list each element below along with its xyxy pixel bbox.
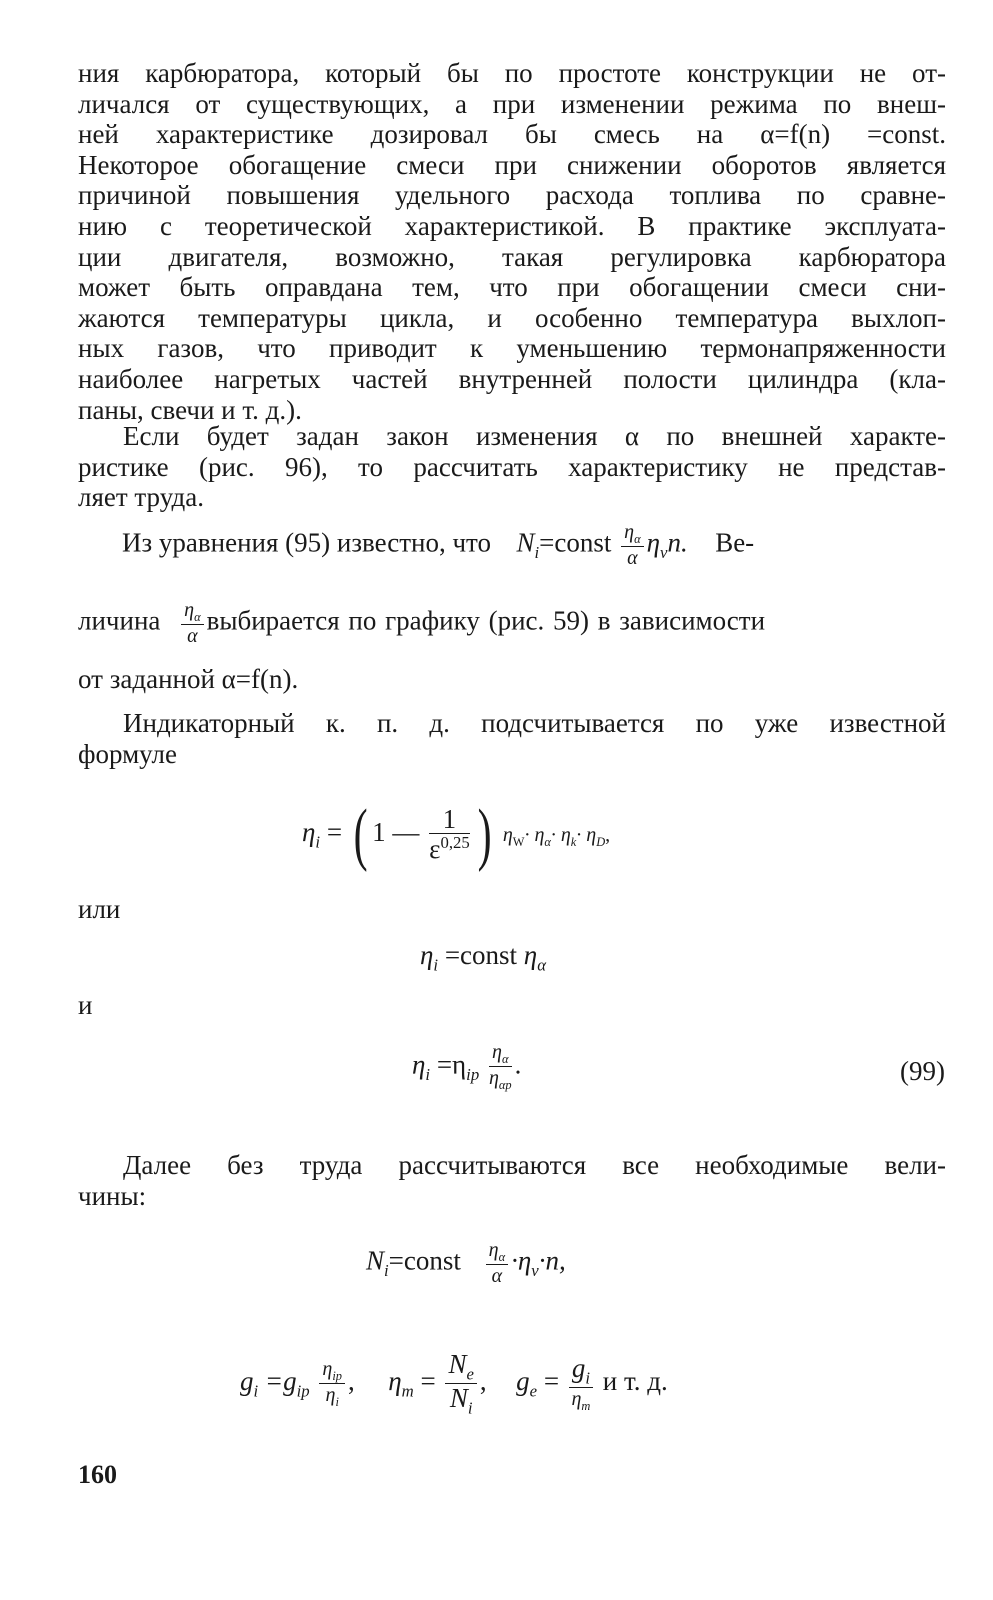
formula4-fraction: $\frac{\eta_\alpha}{\alpha}$	[486, 1240, 508, 1287]
word-and: и	[78, 990, 93, 1020]
equation-number: (99)	[900, 1056, 945, 1086]
text-line: ния карбюратора, который бы по простоте конструкции не от-	[78, 58, 946, 88]
text-line: жаются температуры цикла, и особенно температура выхлоп-	[78, 302, 946, 333]
eq95-text-start: Из уравнения (95) известно, что	[122, 527, 491, 558]
right-paren: )	[477, 796, 492, 873]
paragraph-carburetor	[78, 58, 946, 425]
formula-eta-i-const: $\eta_i$ =const $\eta_\alpha$	[420, 940, 546, 975]
formula5-fraction1: $\frac{\eta_{ip}}{\eta_i}$	[319, 1359, 345, 1410]
text-line: Индикаторный к. п. д. подсчитывается по уже известной	[123, 708, 946, 738]
paragraph-indicator-efficiency	[78, 708, 946, 769]
eq95-line2-end: выбирается по графику (рис. 59) в зависимости	[206, 605, 766, 636]
text-line: ции двигателя, возможно, такая регулировка карбюратора	[78, 241, 946, 272]
eq95-N: N	[516, 527, 535, 558]
text-line: причиной повышения удельного расхода топлива по сравне-	[78, 180, 946, 211]
eq95-line2-start: личина	[78, 605, 161, 636]
eq95-line2	[78, 600, 946, 647]
paragraph-alpha-law	[78, 421, 946, 513]
left-paren: (	[353, 796, 368, 873]
formula-Ni: $N_i=const$ $\frac{\eta_\alpha}{\alpha}$ $\cdot\eta_v\cdot n$,	[366, 1239, 566, 1288]
eq95-line2-fraction: $\frac{\eta_\alpha}{\alpha}$	[181, 600, 203, 647]
text-line: чины:	[78, 1180, 147, 1211]
formula1-fraction: $\frac{1}{\varepsilon^{0,25}}$	[429, 803, 470, 865]
eq95-fraction: $\frac{\eta_\alpha}{\alpha}$	[621, 522, 643, 569]
page-number: 160	[78, 1460, 117, 1489]
text-line: формуле	[78, 738, 177, 769]
text-line: Некоторое обогащение смеси при снижении оборотов является	[78, 149, 946, 180]
formula99-fraction: $\frac{\eta_\alpha}{\eta_{\alpha p}}$	[488, 1041, 512, 1093]
formula-eta-i-full: $\eta_i$ = ( 1 — $\frac{1}{\varepsilon^{0,25}}$ ) $\eta_W\cdot \eta_\alpha\cdot \eta_k\cdot \eta_D$,	[302, 796, 611, 873]
text-line: ристике (рис. 96), то рассчитать характеристику не представ-	[78, 451, 946, 482]
eq95-eta-v: η	[646, 527, 660, 558]
paragraph-further-calc	[78, 1150, 946, 1211]
formula5-fraction3: $\frac{g_i}{\eta_m}$	[569, 1354, 593, 1414]
formula5-fraction2: $\frac{N_e}{N_i}$	[445, 1350, 476, 1418]
text-line: нию с теоретической характеристикой. В практике эксплуата-	[78, 210, 946, 241]
formula-99: $\eta_i =\eta_{ip}$ $\frac{\eta_\alpha}{\eta_{\alpha p}}$ .	[412, 1041, 522, 1093]
text-line: может быть оправдана тем, что при обогащении смеси сни-	[78, 272, 946, 303]
text-line: наиболее нагретых частей внутренней полости цилиндра (кла-	[78, 363, 946, 394]
eq95-line1: Из уравнения (95) известно, что $N_i=const$ $\frac{\eta_\alpha}{\alpha}$ $\eta_vn$. Ве-	[122, 521, 755, 570]
text-line: ней характеристике дозировал бы смесь на α=f(n) =const.	[78, 119, 946, 150]
eq95-const: =const	[539, 527, 612, 558]
text-line: ляет труда.	[78, 482, 204, 513]
word-or: или	[78, 894, 121, 924]
text-line: паны, свечи и т. д.).	[78, 394, 302, 425]
eq95-line3: от заданной α=f(n).	[78, 664, 299, 694]
text-line: Если будет задан закон изменения α по внешней характе-	[123, 421, 946, 451]
formula-gi-gm-ge: $g_i =g_{ip}$ $\frac{\eta_{ip}}{\eta_i}$ , $\eta_m$ = $\frac{N_e}{N_i}$ , $g_e$ = $\frac{g_i}{\eta_m}$ и т. д.	[240, 1349, 668, 1418]
text-line: личался от существующих, а при изменении режима по внеш-	[78, 88, 946, 119]
eq95-N-sub: i	[534, 543, 540, 563]
text-line: Далее без труда рассчитываются все необходимые вели-	[123, 1150, 946, 1180]
text-line: ных газов, что приводит к уменьшению термонапряженности	[78, 333, 946, 364]
eq95-text-end: Ве-	[715, 527, 755, 558]
